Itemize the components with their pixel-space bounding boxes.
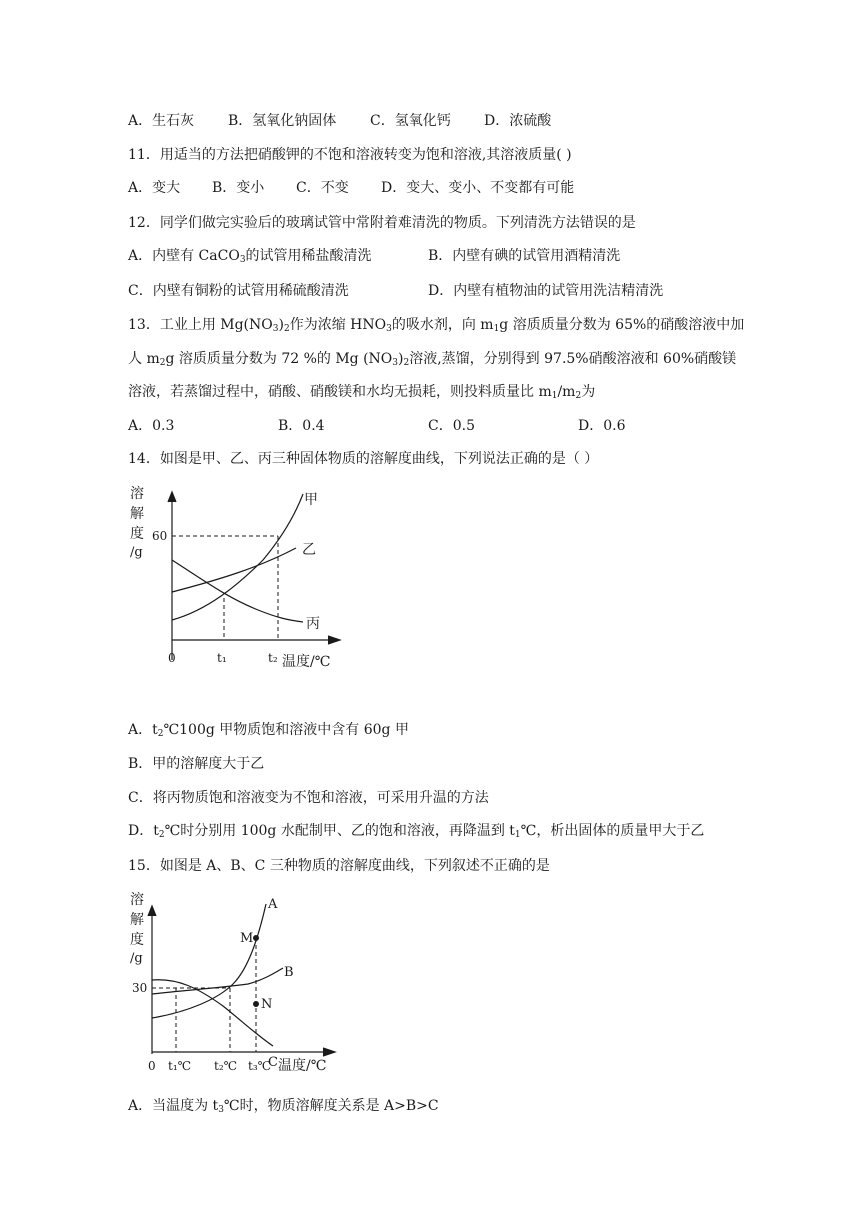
q14-tick-t1: t₁ (217, 651, 227, 665)
q13-option-d[interactable]: D．0.6 (578, 418, 626, 434)
q10-option-c[interactable]: C．氢氧化钙 (370, 113, 451, 129)
q14-xlabel: 温度/℃ (282, 654, 331, 670)
q13-stem-line1: 13．工业上用 $Mg(NO_3)_2$作为浓缩 $HNO_3$的吸水剂，向 $m_1g$ 溶质质量分数为 65%的硝酸溶液中加 (128, 317, 745, 334)
q14-stem: 14．如图是甲、乙、丙三种固体物质的溶解度曲线，下列说法正确的是（ ） (128, 451, 599, 467)
q14-y-axis-arrow (168, 492, 176, 502)
q11-option-d[interactable]: D．变大、变小、不变都有可能 (381, 180, 575, 196)
q13-stem-line2: 人 $m_2g$ 溶质质量分数为 72 %的 Mg $(NO_3)_2$溶液,蒸馏，分别得到 97.5%硝酸溶液和 60%硝酸镁 (128, 351, 737, 368)
q15-option-a[interactable]: A．当温度为 $t_3℃$时，物质溶解度关系是 A>B>C (128, 1098, 439, 1115)
q15-ylabel-1: 溶 (130, 892, 144, 908)
q15-origin: 0 (148, 1059, 156, 1073)
q13-option-b[interactable]: B．0.4 (278, 418, 325, 434)
q14-ylabel-2: 解 (130, 506, 144, 522)
q15-tick-t2: t₂℃ (214, 1059, 238, 1073)
q12-option-c[interactable]: C．内壁有铜粉的试管用稀硫酸清洗 (128, 283, 349, 299)
q14-series-yi: 乙 (302, 542, 316, 558)
q14-ylabel-4: /g (130, 545, 143, 560)
q12-option-b[interactable]: B．内壁有碘的试管用酒精清洗 (428, 248, 621, 264)
q12-option-a[interactable]: A．内壁有 CaCO$_3$的试管用稀盐酸清洗 (128, 248, 372, 265)
q15-label-m: M (240, 931, 254, 946)
q14-option-c[interactable]: C．将丙物质饱和溶液变为不饱和溶液，可采用升温的方法 (128, 790, 489, 806)
q15-point-m (253, 935, 259, 941)
q14-series-bing: 丙 (306, 616, 320, 632)
q15-y-axis-arrow (148, 906, 156, 916)
q14-ylabel-1: 溶 (130, 486, 144, 502)
q15-tick-30: 30 (132, 981, 148, 995)
q15-curve-a (152, 904, 266, 1018)
q10-option-a[interactable]: A．生石灰 (128, 113, 195, 129)
q15-ylabel-2: 解 (130, 912, 144, 928)
q14-series-jia: 甲 (304, 492, 318, 508)
q13-stem-line3: 溶液，若蒸馏过程中，硝酸、硝酸镁和水均无损耗，则投料质量比 $m_1/m_2$为 (128, 384, 596, 401)
q15-xlabel: 温度/℃ (278, 1058, 327, 1074)
q14-solubility-figure (128, 480, 348, 680)
q14-option-d[interactable]: D．$t_2℃$时分别用 100g 水配制甲、乙的饱和溶液，再降温到 $t_1℃$，析出固体的质量甲大于乙 (128, 823, 705, 840)
q15-ylabel-4: /g (130, 951, 143, 966)
q10-option-b[interactable]: B．氢氧化钠固体 (228, 113, 337, 129)
q11-stem: 11．用适当的方法把硝酸钾的不饱和溶液转变为饱和溶液,其溶液质量( ) (128, 147, 572, 163)
q14-origin: 0 (168, 651, 176, 665)
q14-x-axis-arrow (328, 636, 340, 644)
q13-option-a[interactable]: A．0.3 (128, 418, 175, 434)
q13-option-c[interactable]: C．0.5 (428, 418, 475, 434)
q11-option-c[interactable]: C．不变 (296, 180, 349, 196)
q15-series-b: B (284, 965, 294, 980)
q15-solubility-figure (128, 884, 348, 1084)
q14-tick-t2: t₂ (268, 651, 278, 665)
q15-series-c: C (268, 1055, 278, 1070)
q15-curve-c (152, 980, 273, 1046)
q15-stem: 15．如图是 A、B、C 三种物质的溶解度曲线，下列叙述不正确的是 (128, 858, 550, 874)
q15-tick-t3: t₃℃ (248, 1059, 272, 1073)
q15-label-n: N (261, 997, 273, 1012)
q15-ylabel-3: 度 (130, 932, 144, 948)
q12-option-d[interactable]: D．内壁有植物油的试管用洗洁精清洗 (428, 283, 664, 299)
q15-x-axis-arrow (323, 1048, 335, 1056)
q15-series-a: A (268, 897, 278, 912)
q10-option-d[interactable]: D．浓硫酸 (484, 113, 552, 129)
q15-point-n (253, 1001, 259, 1007)
q14-ylabel-3: 度 (130, 526, 144, 542)
q14-curve-yi (172, 548, 296, 592)
q12-stem: 12．同学们做完实验后的玻璃试管中常附着难清洗的物质。下列清洗方法错误的是 (128, 215, 636, 231)
q11-option-b[interactable]: B．变小 (212, 180, 265, 196)
q14-tick-60: 60 (152, 529, 168, 543)
q14-option-b[interactable]: B．甲的溶解度大于乙 (128, 756, 265, 772)
q15-tick-t1: t₁℃ (168, 1059, 192, 1073)
q11-option-a[interactable]: A．变大 (128, 180, 181, 196)
q14-option-a[interactable]: A．$t_2℃100g$ 甲物质饱和溶液中含有 60g 甲 (128, 722, 409, 739)
